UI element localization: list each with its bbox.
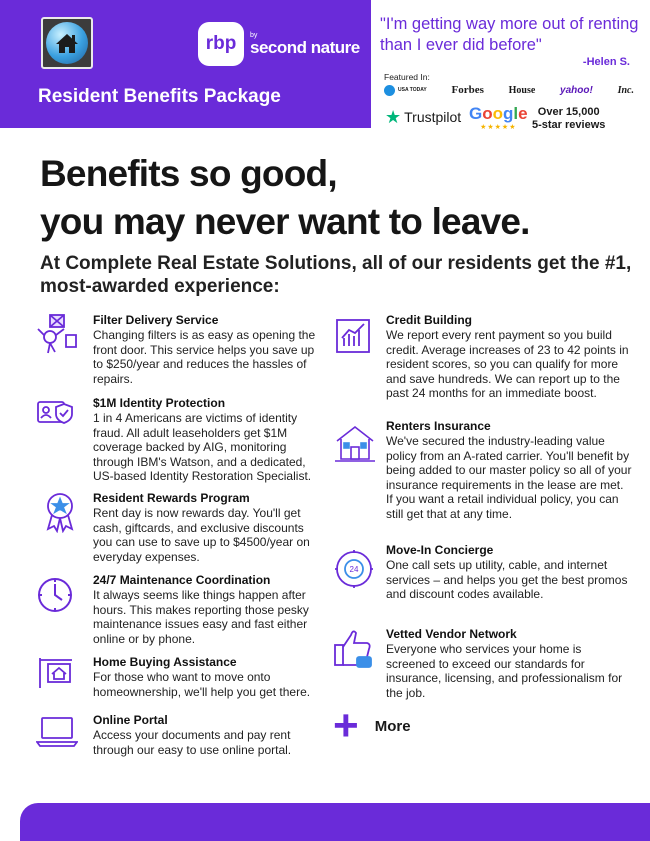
svg-text:24: 24 xyxy=(349,565,359,574)
rewards-ribbon-icon xyxy=(42,491,78,538)
benefit-title: $1M Identity Protection xyxy=(93,396,226,410)
benefit-title: 24/7 Maintenance Coordination xyxy=(93,573,271,587)
trustpilot-logo: ★ Trustpilot xyxy=(385,107,462,127)
google-stars-icon: ★★★★★ xyxy=(480,124,517,131)
benefit-desc: Rent day is now rewards day. You'll get cash, giftcards, and exclusive discounts you can use to save up to $4500/year on everyday expenses. xyxy=(93,506,310,564)
house-insurance-icon xyxy=(333,421,377,470)
benefit-title: Home Buying Assistance xyxy=(93,655,237,669)
featured-in-label: Featured In: xyxy=(384,72,430,82)
benefit-online-portal xyxy=(36,713,326,763)
benefit-move-in-concierge xyxy=(333,543,633,618)
google-logo xyxy=(469,105,528,131)
benefit-desc: Everyone who services your home is screened to exceed our standards for insurance, licensing, and professionalism for the job. xyxy=(386,642,623,700)
identity-shield-icon xyxy=(36,396,76,431)
google-wordmark: Google xyxy=(469,104,528,123)
footer-band xyxy=(20,803,650,841)
more-button[interactable] xyxy=(333,701,411,750)
benefit-desc: It always seems like things happen after hours. This makes reporting those pesky maintenance issues easy and fast either online or by phone. xyxy=(93,588,309,646)
forbes-logo: Forbes xyxy=(451,84,484,96)
headline-line-1: Benefits so good, xyxy=(40,153,337,194)
benefit-desc: 1 in 4 Americans are victims of identity fraud. All adult leaseholders get $1M coverage backed by AIG, monitoring through IBM's Watson, and a dedicated, US-based Identity Restoration Specialist. xyxy=(93,411,312,483)
benefit-desc: Changing filters is as easy as opening the front door. This service helps you save up to $250/year and reduces the hassles of repairs. xyxy=(93,328,316,386)
subheadline: At Complete Real Estate Solutions, all of our residents get the #1, most-awarded experience: xyxy=(40,253,632,297)
benefit-credit-building xyxy=(333,313,633,408)
home-button[interactable] xyxy=(41,17,93,69)
inc-logo: Inc. xyxy=(617,84,634,96)
benefit-desc: One call sets up utility, cable, and internet services – and helps you get the best promos and discount codes available. xyxy=(386,558,628,601)
benefit-renters-insurance xyxy=(333,419,633,529)
clock-icon xyxy=(36,576,74,619)
concierge-dial-icon xyxy=(333,548,375,595)
benefit-title: Filter Delivery Service xyxy=(93,313,219,327)
usa-today-dot-icon xyxy=(384,85,395,96)
benefit-desc: We've secured the industry-leading value policy from an A-rated carrier. You'll benefit by being added to our master policy so all of your insurance requirements in the lease are met. If you want a retail individual policy, you can still get that at any time. xyxy=(386,434,632,521)
benefit-title: Online Portal xyxy=(93,713,168,727)
reviews-count: Over 15,000 5-star reviews xyxy=(532,106,606,131)
benefit-title: Renters Insurance xyxy=(386,419,491,433)
laptop-icon xyxy=(36,716,78,753)
benefit-filter-delivery xyxy=(36,313,326,386)
benefit-desc: Access your documents and pay rent through our easy to use online portal. xyxy=(93,728,292,757)
thumbs-up-icon xyxy=(333,627,373,674)
home-icon xyxy=(46,22,88,64)
more-label: More xyxy=(374,717,411,735)
benefit-home-buying xyxy=(36,655,326,705)
bar-chart-icon xyxy=(333,316,373,361)
usa-today-logo: USA TODAY xyxy=(384,85,427,96)
house-logo: House xyxy=(508,84,536,96)
benefit-title: Move-In Concierge xyxy=(386,543,494,557)
brand-name: second nature xyxy=(250,38,360,57)
package-title: Resident Benefits Package xyxy=(38,86,281,107)
testimonial-quote: "I'm getting way more out of renting than I ever did before" xyxy=(380,15,639,54)
headline-line-2: you may never want to leave. xyxy=(40,201,530,242)
benefit-desc: We report every rent payment so you build credit. Average increases of 23 to 42 points in resident scores, so you can qualify for more and save hundreds. We can report up to the past 24 months for an immediate boost. xyxy=(386,328,629,400)
benefit-desc: For those who want to move onto homeownership, we'll help you get there. xyxy=(93,670,311,699)
plus-icon: + xyxy=(333,701,359,750)
filter-delivery-icon xyxy=(36,313,78,360)
yahoo-logo: yahoo! xyxy=(560,84,593,96)
testimonial-author: -Helen S. xyxy=(582,56,630,68)
brand-by: by xyxy=(250,32,258,39)
benefit-vetted-vendor xyxy=(333,627,633,702)
benefit-identity-protection xyxy=(36,396,326,483)
rbp-second-nature-logo xyxy=(198,22,360,66)
press-logos xyxy=(384,84,634,96)
benefit-title: Vetted Vendor Network xyxy=(386,627,517,641)
page-headline xyxy=(40,150,530,246)
trustpilot-star-icon: ★ xyxy=(385,107,402,127)
rbp-badge: rbp xyxy=(198,22,244,66)
benefit-resident-rewards xyxy=(36,491,326,564)
benefit-title: Resident Rewards Program xyxy=(93,491,250,505)
benefit-title: Credit Building xyxy=(386,313,472,327)
home-sign-icon xyxy=(36,656,76,695)
benefit-maintenance xyxy=(36,573,326,646)
